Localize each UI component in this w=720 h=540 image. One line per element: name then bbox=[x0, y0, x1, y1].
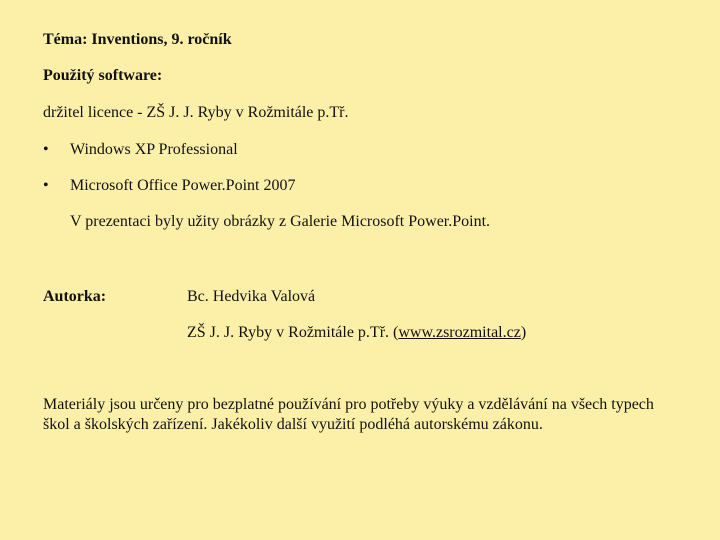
usage-note: Materiály jsou určeny pro bezplatné používání pro potřeby výuky a vzdělávání na všech typech škol a školských zařízení. Jakékoliv další využití podléhá autorskému zákonu. bbox=[43, 396, 654, 433]
school-prefix: ZŠ J. J. Ryby v Rožmitále p.Tř. ( bbox=[187, 324, 399, 341]
images-note: V prezentaci byly užity obrázky z Galerie Microsoft Power.Point. bbox=[70, 213, 491, 230]
licence-line: držitel licence - ZŠ J. J. Ryby v Rožmitále p.Tř. bbox=[43, 104, 349, 121]
software-heading: Použitý software: bbox=[43, 67, 163, 84]
school-website-link[interactable]: www.zsrozmital.cz bbox=[398, 324, 521, 341]
author-label: Autorka: bbox=[43, 288, 107, 305]
bullet-icon: • bbox=[43, 177, 49, 194]
author-school bbox=[187, 323, 526, 343]
bullet-icon: • bbox=[43, 141, 49, 158]
software-item-office: Microsoft Office Power.Point 2007 bbox=[70, 177, 296, 194]
school-suffix: ) bbox=[520, 324, 527, 341]
author-name: Bc. Hedvika Valová bbox=[187, 288, 316, 305]
software-item-windows: Windows XP Professional bbox=[70, 141, 238, 158]
topic-line: Téma: Inventions, 9. ročník bbox=[43, 31, 232, 48]
